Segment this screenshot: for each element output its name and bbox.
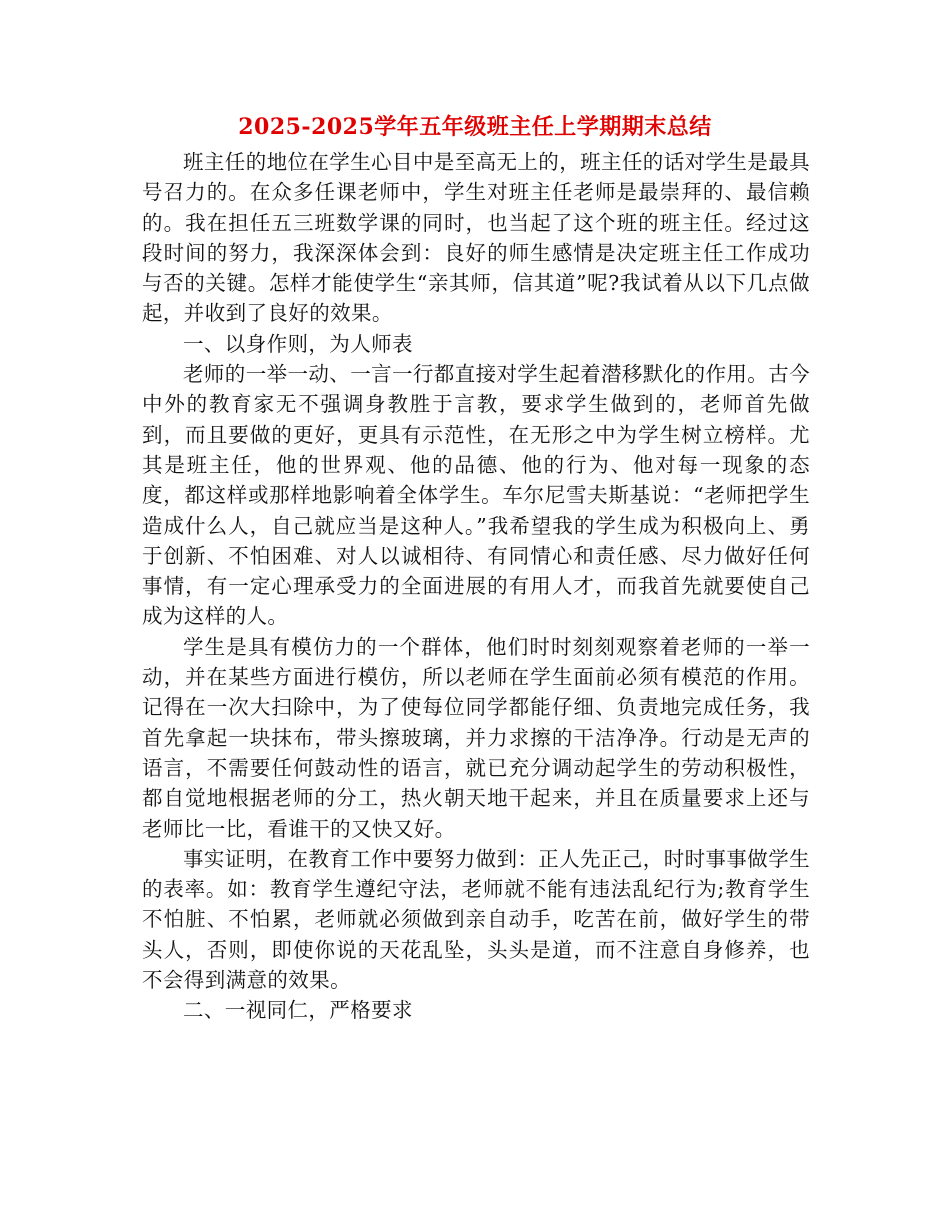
document-body	[142, 147, 810, 1026]
document-title: 2025-2025学年五年级班主任上学期期末总结	[238, 114, 712, 140]
section-heading-2: 二、一视同仁，严格要求	[183, 998, 413, 1023]
section1-paragraph-2: 学生是具有模仿力的一个群体，他们时时刻刻观察着老师的一举一动，并在某些方面进行模仿，所以老师在学生面前必须有模范的作用。记得在一次大扫除中，为了使每位同学都能仔细、负责地完成任务，我首先拿起一块抹布，带头擦玻璃，并力求擦的干洁净净。行动是无声的语言，不需要任何鼓动性的语言，就已充分调动起学生的劳动积极性，都自觉地根据老师的分工，热火朝天地干起来，并且在质量要求上还与老师比一比，看谁干的又快又好。	[142, 634, 810, 841]
intro-paragraph: 班主任的地位在学生心目中是至高无上的，班主任的话对学生是最具号召力的。在众多任课老师中，学生对班主任老师是最崇拜的、最信赖的。我在担任五三班数学课的同时，也当起了这个班的班主任。经过这段时间的努力，我深深体会到：良好的师生感情是决定班主任工作成功与否的关键。怎样才能使学生“亲其师，信其道”呢?我试着从以下几点做起，并收到了良好的效果。	[142, 150, 810, 326]
section1-paragraph-3: 事实证明，在教育工作中要努力做到：正人先正己，时时事事做学生的表率。如：教育学生遵纪守法，老师就不能有违法乱纪行为;教育学生不怕脏、不怕累，老师就必须做到亲自动手，吃苦在前，做好学生的带头人，否则，即使你说的天花乱坠，头头是道，而不注意自身修养，也不会得到满意的效果。	[142, 846, 810, 993]
section-heading-1: 一、以身作则，为人师表	[183, 331, 413, 356]
section1-paragraph-1: 老师的一举一动、一言一行都直接对学生起着潜移默化的作用。古今中外的教育家无不强调身教胜于言教，要求学生做到的，老师首先做到，而且要做的更好，更具有示范性，在无形之中为学生树立榜样。尤其是班主任，他的世界观、他的品德、他的行为、他对每一现象的态度，都这样或那样地影响着全体学生。车尔尼雪夫斯基说：“老师把学生造成什么人，自己就应当是这种人。”我希望我的学生成为积极向上、勇于创新、不怕困难、对人以诚相待、有同情心和责任感、尽力做好任何事情，有一定心理承受力的全面进展的有用人才，而我首先就要使自己成为这样的人。	[142, 362, 810, 629]
